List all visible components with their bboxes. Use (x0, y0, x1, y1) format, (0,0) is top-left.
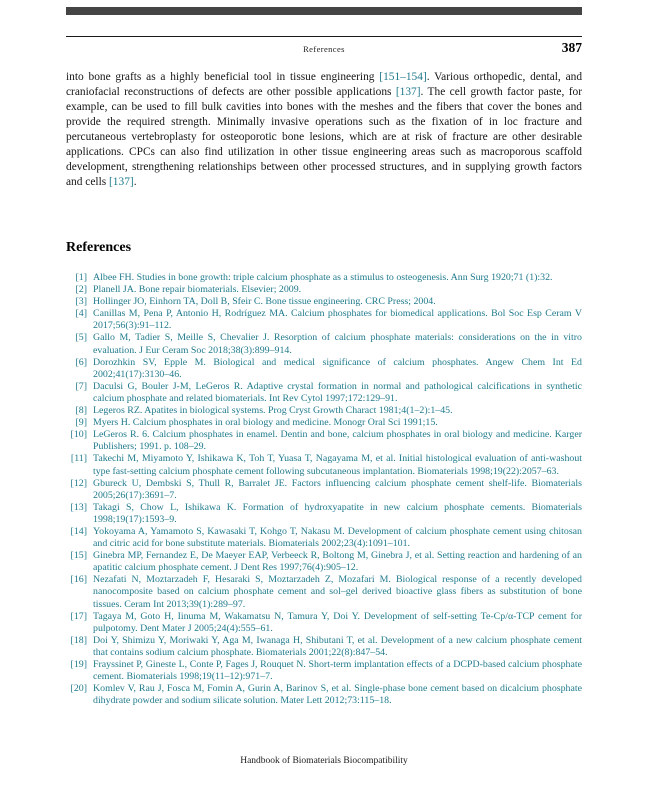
reference-item (66, 574, 582, 610)
book-footer (0, 756, 648, 766)
reference-text: Albee FH. Studies in bone growth: triple calcium phosphate as a stimulus to osteogenesis. Ann Surg 1920;71 (1):32. (93, 272, 553, 283)
citation-link[interactable]: [137] (395, 86, 421, 98)
reference-text: Daculsi G, Bouler J-M, LeGeros R. Adaptive crystal formation in normal and pathological calcifications in synthetic calcium phosphate and related biomaterials. Int Rev Cytol 1997;172:129–91. (93, 380, 582, 404)
reference-number: [3] (75, 296, 87, 308)
reference-item (66, 550, 582, 574)
paragraph-text: into bone grafts as a highly beneficial tool in tissue engineering (66, 71, 380, 83)
reference-number: [15] (70, 550, 87, 562)
running-header (66, 36, 582, 56)
reference-text: Takechi M, Miyamoto Y, Ishikawa K, Toh T, Yuasa T, Nagayama M, et al. Initial histological evaluation of anti-washout type fast-setting calcium phosphate cement following subcutaneous implantation. Biomaterials 1998;19(22):2057–63. (93, 453, 582, 477)
previous-page-edge (66, 7, 582, 15)
citation-link[interactable]: [151–154] (379, 71, 427, 83)
page-number: 387 (561, 40, 582, 55)
reference-item (66, 611, 582, 635)
reference-text: Yokoyama A, Yamamoto S, Kawasaki T, Kohgo T, Nakasu M. Development of calcium phosphate cement using chitosan and citric acid for bone substitute materials. Biomaterials 2002;23(4):1091–101. (93, 525, 582, 550)
reference-text: Myers H. Calcium phosphates in oral biology and medicine. Monogr Oral Sci 1991;15. (93, 417, 438, 429)
reference-text: Doi Y, Shimizu Y, Moriwaki Y, Aga M, Iwanaga H, Shibutani T, et al. Development of a new calcium phosphate cement that contains sodium calcium phosphate. Biomaterials 2001;22(8):847–54. (93, 634, 582, 658)
reference-text: Canillas M, Pena P, Antonio H, Rodríguez MA. Calcium phosphates for biomedical applications. Bol Soc Esp Ceram V 2017;56(3):91–112. (93, 308, 582, 332)
footer-book-title: Handbook of Biomaterials Biocompatibility (240, 756, 408, 766)
reference-number: [6] (75, 356, 87, 368)
reference-item (66, 332, 582, 356)
reference-item (66, 308, 582, 332)
reference-item (66, 478, 582, 502)
reference-item (66, 417, 582, 429)
reference-number: [18] (70, 634, 87, 646)
reference-item (66, 659, 582, 683)
reference-number: [10] (70, 429, 87, 441)
reference-number: [8] (75, 405, 87, 417)
reference-number: [11] (70, 453, 87, 465)
reference-item (66, 502, 582, 526)
reference-text: Dorozhkin SV, Epple M. Biological and medical significance of calcium phosphates. Angew Chem Int Ed 2002;41(17):3130–46. (93, 356, 582, 380)
reference-item (66, 272, 582, 284)
reference-number: [19] (70, 659, 87, 670)
reference-text: Hollinger JO, Einhorn TA, Doll B, Sfeir C. Bone tissue engineering. CRC Press; 2004. (93, 296, 436, 308)
reference-item (66, 683, 582, 707)
reference-text: Gbureck U, Dembski S, Thull R, Barralet JE. Factors influencing calcium phosphate cement shelf-life. Biomaterials 2005;26(17):3691–7. (93, 477, 582, 501)
reference-text: Ginebra MP, Fernandez E, De Maeyer EAP, Verbeeck R, Boltong M, Ginebra J, et al. Setting reaction and hardening of an apatitic calcium phosphate cement. J Dent Res 1997;76(4):905–12. (93, 550, 582, 574)
reference-item (66, 429, 582, 453)
reference-number: [13] (70, 501, 87, 513)
reference-number: [2] (75, 284, 87, 296)
reference-number: [1] (75, 272, 87, 283)
reference-item (66, 453, 582, 477)
reference-number: [5] (75, 332, 87, 344)
reference-number: [14] (70, 525, 87, 537)
reference-item (66, 381, 582, 405)
reference-item (66, 296, 582, 308)
reference-number: [16] (70, 574, 87, 586)
paragraph-text: . (133, 176, 137, 188)
paragraph-text: . Various orthopedic, dental, and craniofacial reconstructions of defects are other possible applications (66, 71, 583, 98)
citation-link[interactable]: [137] (109, 176, 134, 188)
reference-number: [4] (75, 308, 87, 320)
intro-paragraph (66, 70, 582, 190)
reference-number: [12] (70, 477, 87, 489)
reference-number: [17] (70, 610, 87, 622)
reference-item (66, 284, 582, 296)
reference-text: Nezafati N, Moztarzadeh F, Hesaraki S, Moztarzadeh Z, Mozafari M. Biological response of a recently developed nanocomposite based on calcium phosphate cement and sol–gel derived bioactive glass fibers as substitution of bone tissues. Ceram Int 2013;39(1):289–97. (93, 574, 582, 610)
reference-item (66, 405, 582, 417)
references-heading: References (66, 240, 132, 255)
reference-item (66, 357, 582, 381)
reference-item (66, 635, 582, 659)
reference-text: Komlev V, Rau J, Fosca M, Fomin A, Gurin A, Barinov S, et al. Single-phase bone cement based on dicalcium phosphate dihydrate powder and sodium silicate solution. Mater Lett 2012;73:115–18. (93, 683, 582, 707)
reference-number: [20] (70, 683, 87, 695)
references-list (66, 272, 582, 707)
reference-text: LeGeros R. 6. Calcium phosphates in enamel. Dentin and bone, calcium phosphates in oral biology and medicine. Karger Publishers; 1991. p. 108–29. (93, 429, 582, 453)
reference-number: [9] (75, 417, 87, 429)
reference-number: [7] (75, 380, 87, 392)
paragraph-text: . The cell growth factor paste, for example, can be used to fill bulk cavities into bones with the meshes and the fibers that cover the bones and provide the required strength. Minimally invasive operations such as the fixation of in loc fracture and percutaneous vertebroplasty for osteoporotic bone lesions, which are at risk of fracture are other desirable applications. CPCs can also find utilization in other tissue engineering areas such as macroporous scaffold development, strengthening relationships between other processed structures, and in supplying growth factors and cells (66, 86, 582, 188)
reference-text: Legeros RZ. Apatites in biological systems. Prog Cryst Growth Charact 1981;4(1–2):1–45. (93, 405, 453, 417)
reference-text: Frayssinet P, Gineste L, Conte P, Fages J, Rouquet N. Short-term implantation effects of a DCPD-based calcium phosphate cement. Biomaterials 1998;19(11–12):971–7. (93, 659, 582, 683)
reference-text: Planell JA. Bone repair biomaterials. Elsevier; 2009. (93, 284, 302, 296)
reference-item (66, 526, 582, 550)
reference-text: Gallo M, Tadier S, Meille S, Chevalier J. Resorption of calcium phosphate materials: considerations on the in vitro evaluation. J Eur Ceram Soc 2018;38(3):899–914. (93, 332, 582, 356)
reference-text: Takagi S, Chow L, Ishikawa K. Formation of hydroxyapatite in new calcium phosphate cements. Biomaterials 1998;19(17):1593–9. (93, 501, 582, 525)
running-header-title: References (303, 44, 345, 54)
reference-text: Tagaya M, Goto H, Iinuma M, Wakamatsu N, Tamura Y, Doi Y. Development of self-setting Te-Cp/α-TCP cement for pulpotomy. Dent Mater J 2005;24(4):555–61. (93, 610, 582, 634)
